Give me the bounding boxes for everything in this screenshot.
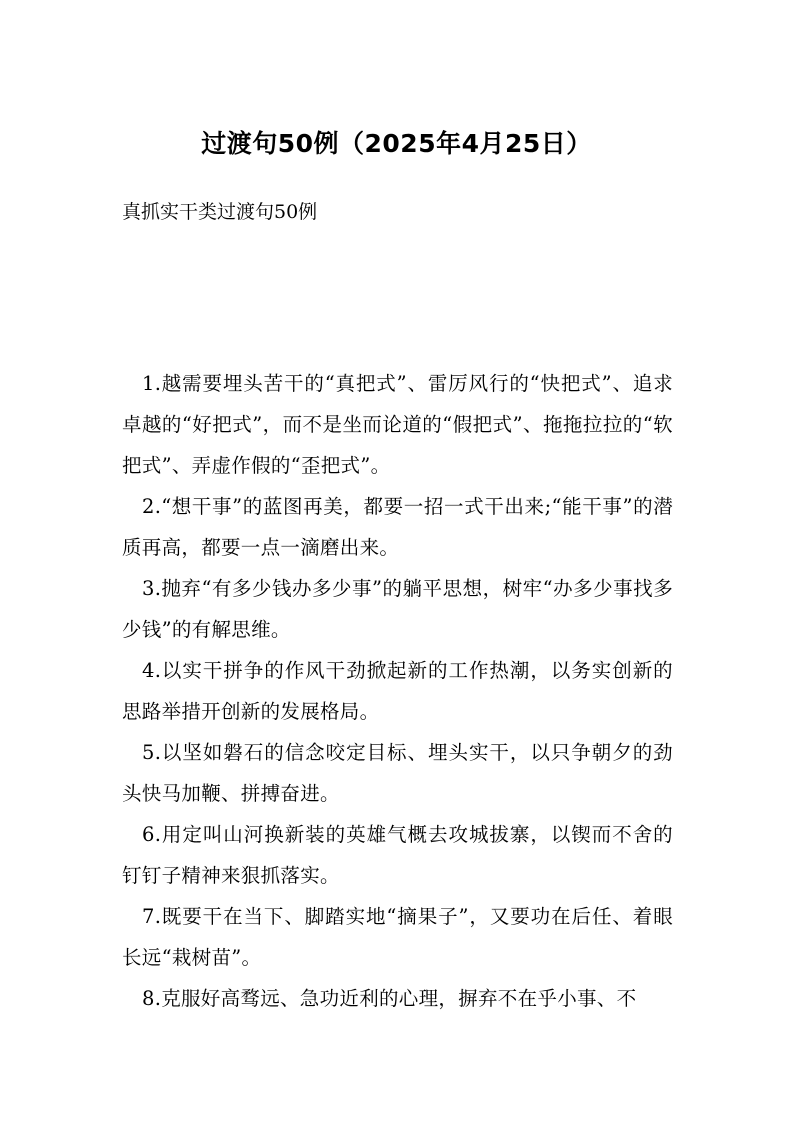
paragraph-list bbox=[122, 363, 673, 1019]
paragraph-6: 6.用定叫山河换新装的英雄气概去攻城拔寨，以锲而不舍的钉钉子精神来狠抓落实。 bbox=[122, 823, 673, 887]
paragraph-8: 8.克服好高骛远、急功近利的心理，摒弃不在乎小事、不 bbox=[142, 987, 637, 1010]
paragraph-3: 3.抛弃“有多少钱办多少事”的躺平思想，树牢“办多少事找多少钱”的有解思维。 bbox=[122, 577, 673, 641]
paragraph-4: 4.以实干拼争的作风干劲掀起新的工作热潮，以务实创新的思路举措开创新的发展格局。 bbox=[122, 659, 673, 723]
document-subtitle: 真抓实干类过渡句50例 bbox=[122, 201, 318, 223]
paragraph-1: 1.越需要埋头苦干的“真把式”、雷厉风行的“快把式”、追求卓越的“好把式”，而不是坐而论道的“假把式”、拖拖拉拉的“软把式”、弄虚作假的“歪把式”。 bbox=[122, 372, 673, 477]
document-title: 过渡句50例（2025年4月25日） bbox=[201, 129, 592, 158]
paragraph-7: 7.既要干在当下、脚踏实地“摘果子”，又要功在后任、着眼长远“栽树苗”。 bbox=[122, 905, 673, 969]
paragraph-2: 2.“想干事”的蓝图再美，都要一招一式干出来;“能干事”的潜质再高，都要一点一滴磨出来。 bbox=[122, 495, 673, 559]
paragraph-5: 5.以坚如磐石的信念咬定目标、埋头实干，以只争朝夕的劲头快马加鞭、拼搏奋进。 bbox=[122, 741, 673, 805]
